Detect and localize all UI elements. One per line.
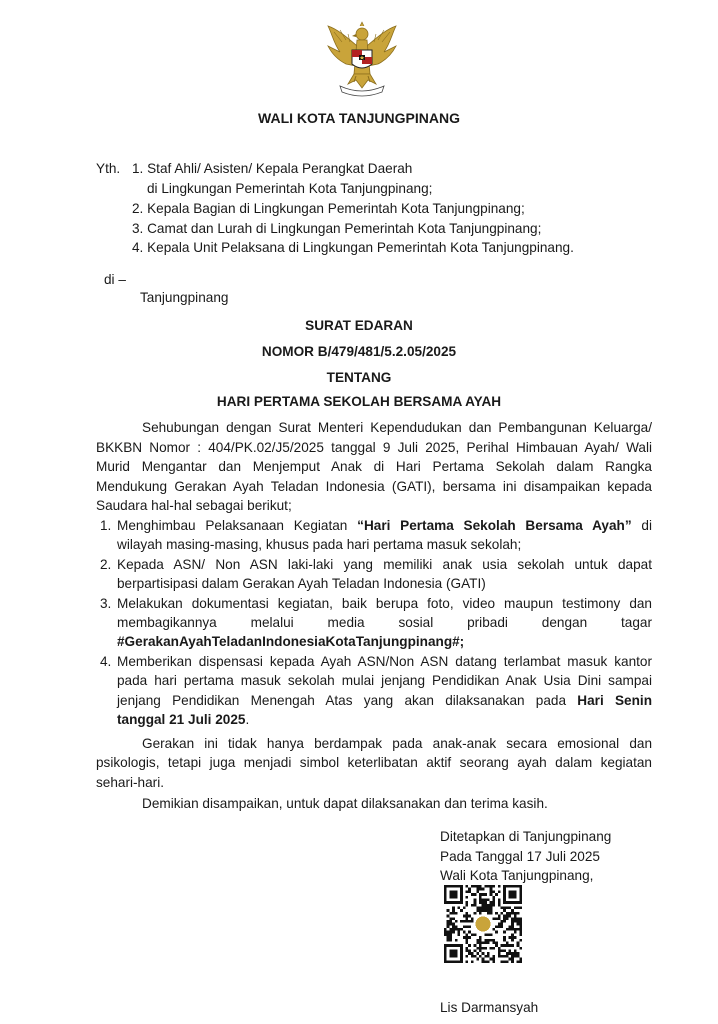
document-tentang: TENTANG <box>326 370 392 385</box>
point-3-line-2: membagikannya melalui media sosial pribadi dengan tagar <box>117 615 652 630</box>
point-3-line-1: Melakukan dokumentasi kegiatan, baik berupa foto, video maupun testimony dan <box>117 596 652 611</box>
point-2-line-2: berpartisipasi dalam Gerakan Ayah Teladan Indonesia (GATI) <box>117 576 486 591</box>
intro-line-3: Murid Mengantar dan Menjemput Anak di Hari Pertama Sekolah dalam Rangka <box>96 459 652 474</box>
point-4-line-2: pada hari pertama masuk sekolah mulai jenjang Pendidikan Anak Usia Dini sampai <box>117 673 652 688</box>
addressee-di: di – <box>104 272 126 287</box>
signatory-name: Lis Darmansyah <box>440 1000 539 1015</box>
closing-2: Demikian disampaikan, untuk dapat dilaksanakan dan terima kasih. <box>142 796 548 811</box>
addressee-item-3: 3. Camat dan Lurah di Lingkungan Pemerintah Kota Tanjungpinang; <box>132 221 542 236</box>
intro-line-4: Mendukung Gerakan Ayah Teladan Indonesia (GATI), bersama ini disampaikan kepada <box>96 479 652 494</box>
letterhead-title: WALI KOTA TANJUNGPINANG <box>258 110 460 126</box>
addressee-item-2: 2. Kepala Bagian di Lingkungan Pemerintah Kota Tanjungpinang; <box>132 201 525 216</box>
closing-1-line-2: psikologis, tetapi juga menjadi simbol keterlibatan aktif seorang ayah dalam kegiatan <box>96 755 652 770</box>
addressee-place: Tanjungpinang <box>140 290 229 305</box>
signature-role: Wali Kota Tanjungpinang, <box>440 868 594 883</box>
garuda-emblem <box>322 20 402 98</box>
addressee-item-4: 4. Kepala Unit Pelaksana di Lingkungan Pemerintah Kota Tanjungpinang. <box>132 240 574 255</box>
salutation-yth: Yth. <box>96 161 121 176</box>
closing-1-line-3: sehari-hari. <box>96 775 164 790</box>
point-3-number: 3. <box>100 596 112 611</box>
point-1-number: 1. <box>100 518 112 533</box>
signature-date: Pada Tanggal 17 Juli 2025 <box>440 849 600 864</box>
addressee-item-1-cont: di Lingkungan Pemerintah Kota Tanjungpinang; <box>147 181 433 196</box>
point-2-line-1: Kepada ASN/ Non ASN laki-laki yang memiliki anak usia sekolah untuk dapat <box>117 557 652 572</box>
qr-code <box>444 885 522 963</box>
closing-1-line-1: Gerakan ini tidak hanya berdampak pada anak-anak secara emosional dan <box>142 736 652 751</box>
point-2-number: 2. <box>100 557 112 572</box>
document-subject: HARI PERTAMA SEKOLAH BERSAMA AYAH <box>216 394 502 409</box>
document-number: NOMOR B/479/481/5.2.05/2025 <box>261 344 457 359</box>
intro-line-2: BKKBN Nomor : 404/PK.02/J5/2025 tanggal 9 Juli 2025, Perihal Himbauan Ayah/ Wali <box>96 440 652 455</box>
point-1-line-1: Menghimbau Pelaksanaan Kegiatan “Hari Pertama Sekolah Bersama Ayah” di <box>117 518 653 533</box>
point-4-number: 4. <box>100 654 112 669</box>
document-type: SURAT EDARAN <box>305 318 413 333</box>
intro-line-1: Sehubungan dengan Surat Menteri Kependudukan dan Pembangunan Keluarga/ <box>142 420 652 435</box>
point-1-line-2: wilayah masing-masing, khusus pada hari pertama masuk sekolah; <box>117 537 522 552</box>
addressee-item-1: 1. Staf Ahli/ Asisten/ Kepala Perangkat Daerah <box>132 161 413 176</box>
point-4-line-1: Memberikan dispensasi kepada Ayah ASN/Non ASN datang terlambat masuk kantor <box>117 654 652 669</box>
point-3-hashtag: #GerakanAyahTeladanIndonesiaKotaTanjungpinang#; <box>117 634 465 649</box>
point-4-line-3: jenjang Pendidikan Menengah Atas yang akan dilaksanakan pada Hari Senin <box>117 693 652 708</box>
intro-line-5: Saudara hal-hal sebagai berikut; <box>96 498 292 513</box>
point-4-line-4: tanggal 21 Juli 2025. <box>117 712 250 727</box>
signature-place: Ditetapkan di Tanjungpinang <box>440 829 612 844</box>
